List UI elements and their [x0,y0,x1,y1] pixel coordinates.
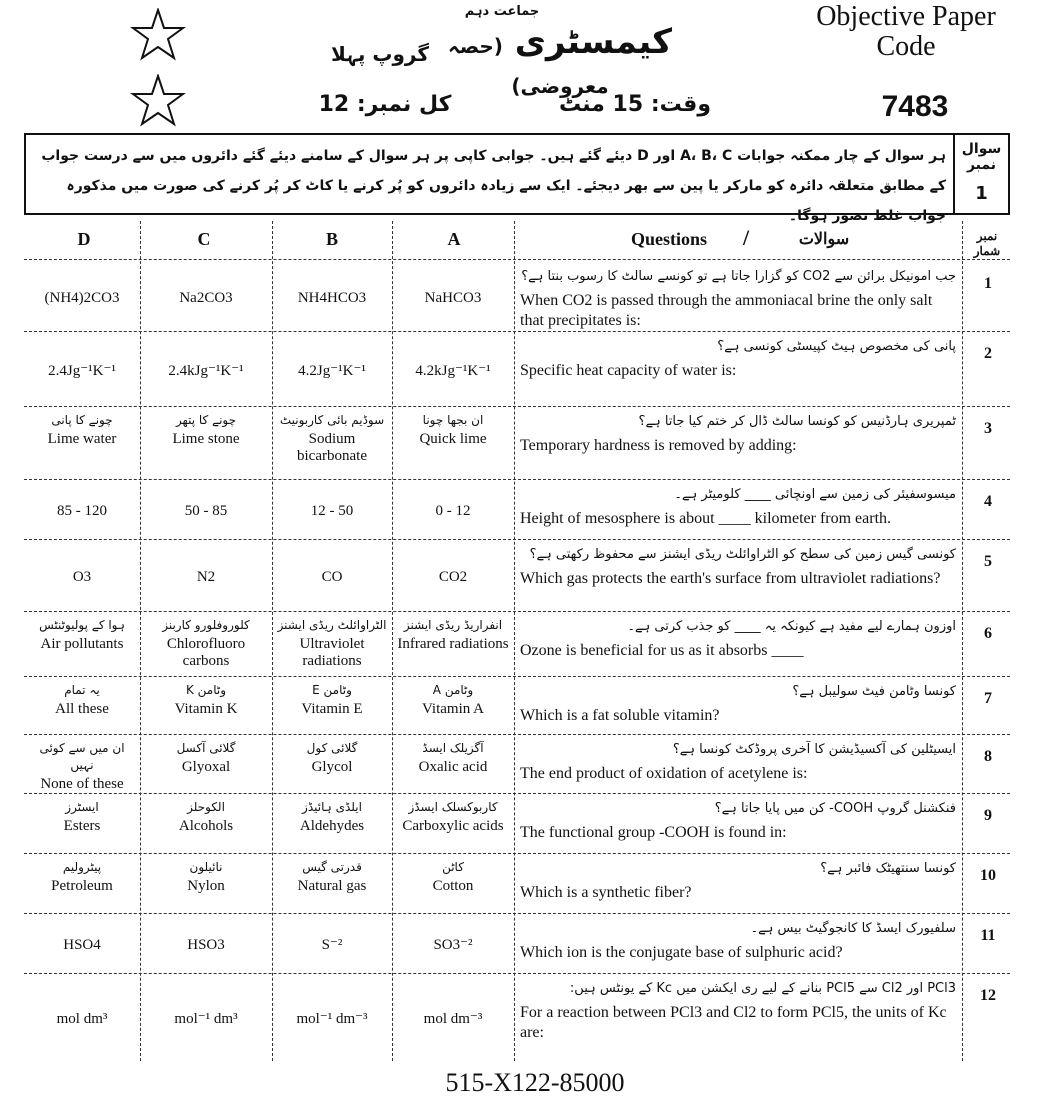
question-number: 2 [984,345,992,362]
option-c-urdu: وٹامن K [185,683,227,697]
question-text-english: Height of mesosphere is about ____ kilometer from earth. [520,510,892,527]
option-b [276,363,388,380]
column-header-b: B [325,229,338,249]
question-text-urdu: کونسا سنتھیٹک فائبر ہے؟ [820,861,956,876]
option-a-urdu: کاربوکسلک ایسڈز [408,800,498,814]
option-a [396,617,510,653]
footer-code: 515-X122-85000 [445,1068,625,1097]
option-a [396,937,510,954]
option-c-urdu: گلائی آکسل [176,741,236,755]
question-text-english: Which gas protects the earth's surface from ultraviolet radiations? [520,570,941,587]
column-divider [962,221,963,1061]
question-text [520,979,956,1043]
option-b-english: Aldehydes [299,818,365,834]
question-text-urdu: جب امونیکل برائن سے CO2 کو گزارا جاتا ہے تو کونسے سالٹ کا رسوب بنتا ہے؟ [521,269,956,284]
option-c [144,1011,268,1028]
option-c [144,569,268,586]
option-c-english: HSO3 [187,937,225,953]
option-c [144,799,268,835]
class-label: جماعت دہم [464,4,540,19]
option-a-urdu: کاٹن [442,860,464,874]
option-c-urdu: الکوحلز [187,800,225,814]
row-divider [24,479,1010,480]
option-b [276,617,388,670]
question-text-urdu: فنکشنل گروپ COOH- کن میں پایا جاتا ہے؟ [714,801,956,816]
question-text [520,740,956,784]
option-b-english: 12 - 50 [310,503,354,519]
row-divider [24,539,1010,540]
option-a [396,682,510,718]
option-b-english: mol⁻¹ dm⁻³ [296,1011,368,1027]
option-b-english: 4.2Jg⁻¹K⁻¹ [298,362,366,379]
option-b [276,799,388,835]
question-text-english: Specific heat capacity of water is: [520,362,737,379]
question-number: 1 [984,275,992,292]
row-divider [24,406,1010,407]
option-c [144,740,268,776]
question-text-english: When CO2 is passed through the ammoniacal brine the only salt that precipitates is: [520,292,933,329]
option-d [28,617,136,653]
option-b-urdu: گلائی کول [306,741,358,755]
option-b-urdu: الٹراوائلٹ ریڈی ایشنز [277,618,387,632]
question-number: 6 [984,625,992,642]
questions-table [24,221,1010,1061]
question-text-urdu: پانی کی مخصوص ہیٹ کپیسٹی کونسی ہے؟ [717,339,956,354]
column-divider [140,221,141,1061]
option-d-english: 2.4Jg⁻¹K⁻¹ [48,362,116,379]
option-a-english: 4.2kJg⁻¹K⁻¹ [415,362,491,379]
option-c [144,363,268,380]
question-number-label: سوال نمبر [961,141,1002,173]
option-c [144,290,268,307]
question-number-box [953,135,1008,213]
column-header-a: A [447,229,461,249]
option-b-english: NH4HCO3 [297,290,367,306]
row-divider [24,331,1010,332]
question-text [520,799,956,843]
option-d [28,682,136,718]
option-d-english: 85 - 120 [57,503,107,519]
paper-code-number: 7483 [881,90,949,123]
question-text-urdu: سلفیورک ایسڈ کا کانجوگیٹ بیس ہے۔ [750,921,956,936]
option-b [276,290,388,307]
option-c [144,617,268,670]
option-c-urdu: نائیلون [189,860,223,874]
option-a-urdu: آگزیلک ایسڈ [422,741,484,755]
option-d-urdu: یہ تمام [64,683,100,697]
option-a [396,859,510,895]
option-d [28,412,136,448]
option-b-english: S⁻² [321,937,343,953]
question-number: 9 [984,807,992,824]
question-text [520,337,956,381]
option-a-urdu: ان بجھا چونا [422,413,484,427]
option-d [28,937,136,954]
option-a [396,1011,510,1028]
option-d [28,859,136,895]
instructions-text: ہر سوال کے چار ممکنہ جوابات A، B، C اور D دیئے گئے ہیں۔ جوابی کاپی پر ہر سوال کے سامنے دیئے گئے دائروں میں سے درست جواب کے مطابق متعلقہ دائرہ کو مارکر یا پین سے بھر دیجئے۔ ایک سے زیادہ دائروں کو پُر کرنے یا کاٹ کر پُر کرنے کی صورت میں مذکورہ جواب غلط تصور ہوگا۔ [41,148,946,224]
option-b [276,569,388,586]
question-text [520,682,956,726]
group-label: گروپ پہلا [331,42,429,66]
option-b [276,937,388,954]
question-text-english: Which ion is the conjugate base of sulphuric acid? [520,944,843,961]
option-a-urdu: انفراریڈ ریڈی ایشنز [403,618,503,632]
option-d-urdu: ایسٹرز [65,800,99,814]
question-number: 10 [980,867,996,884]
option-c-english: Nylon [187,878,225,894]
row-divider [24,853,1010,854]
option-d [28,503,136,520]
option-a-english: 0 - 12 [435,503,471,519]
option-c-english: Na2CO3 [179,290,233,306]
option-c [144,412,268,448]
option-a-english: SO3⁻² [433,937,473,953]
column-header-questions: Questions [630,229,708,249]
question-text-urdu: میسوسفیئر کی زمین سے اونچائی ____ کلومیٹر ہے۔ [674,487,956,502]
question-text-english: The end product of oxidation of acetylene is: [520,765,808,782]
star-icon-bottom [130,74,186,128]
option-b-urdu: ایلڈی ہائیڈز [302,800,362,814]
question-number-value: 1 [975,183,988,204]
option-a-english: Carboxylic acids [402,818,504,834]
question-number: 8 [984,748,992,765]
question-number: 3 [984,420,992,437]
option-a [396,799,510,835]
question-text-urdu: ایسیٹلین کی آکسیڈیشن کا آخری پروڈکٹ کونسا ہے؟ [672,742,956,757]
option-c-english: Lime stone [172,431,240,447]
row-divider [24,793,1010,794]
option-d-english: (NH4)2CO3 [44,290,120,306]
option-d [28,1011,136,1028]
option-b [276,412,388,465]
option-b-urdu: قدرتی گیس [302,860,362,874]
option-a [396,290,510,307]
option-d-english: Lime water [47,431,117,447]
option-a-english: Oxalic acid [418,759,488,775]
question-text-english: The functional group -COOH is found in: [520,824,787,841]
code-title-line-2: Code [876,31,936,62]
question-text-english: Which is a synthetic fiber? [520,884,692,901]
question-text [520,267,956,331]
option-b [276,503,388,520]
question-text-english: For a reaction between PCl3 and Cl2 to form PCl5, the units of Kc are: [520,1004,947,1041]
option-b [276,1011,388,1028]
option-c-english: Vitamin K [174,701,238,717]
option-a [396,503,510,520]
option-a-english: Cotton [432,878,474,894]
question-text [520,919,956,963]
option-c-urdu: کلوروفلورو کاربنز [162,618,250,632]
option-c-english: Glyoxal [181,759,231,775]
row-divider [24,973,1010,974]
option-d-urdu: ان میں سے کوئی نہیں [39,741,125,772]
subject-title [435,22,685,102]
option-a [396,740,510,776]
option-a-english: Vitamin A [421,701,484,717]
header-divider [24,259,1010,260]
subject-name: کیمسٹری [514,22,673,62]
question-text [520,485,956,529]
question-text [520,617,956,661]
option-a-english: NaHCO3 [424,290,482,306]
question-text-english: Ozone is beneficial for us as it absorbs ____ [520,642,804,659]
question-number: 5 [984,553,992,570]
question-text-english: Which is a fat soluble vitamin? [520,707,720,724]
option-c-urdu: چونے کا پتھر [175,413,237,427]
option-d-english: O3 [72,569,92,585]
option-c [144,682,268,718]
option-c [144,503,268,520]
row-divider [24,676,1010,677]
option-d [28,740,136,793]
paper-code-heading [786,2,1026,62]
option-b-english: Vitamin E [301,701,363,717]
question-number: 12 [980,987,996,1004]
star-icon-top [130,8,186,62]
total-marks-label: کل نمبر: 12 [318,92,452,117]
question-text-urdu: ٹمپریری ہارڈنیس کو کونسا سالٹ ڈال کر ختم کیا جاتا ہے؟ [638,414,956,429]
column-divider [514,221,515,1061]
row-divider [24,913,1010,914]
option-a-english: Quick lime [419,431,487,447]
option-b [276,740,388,776]
question-text-urdu: کونسا وٹامن فیٹ سولیبل ہے؟ [792,684,956,699]
option-c-english: Alcohols [178,818,234,834]
column-header-c: C [197,229,211,249]
option-d-english: Air pollutants [40,636,124,652]
code-title-line-1: Objective Paper [816,1,996,32]
option-a-english: CO2 [438,569,468,585]
option-c-english: Chlorofluoro carbons [166,636,246,669]
option-b-english: Glycol [311,759,353,775]
column-divider [392,221,393,1061]
option-a-english: Infrared radiations [397,636,509,652]
option-b-urdu: سوڈیم بائی کاربونیٹ [279,413,385,427]
row-divider [24,734,1010,735]
question-number: 4 [984,493,992,510]
option-d-english: HSO4 [63,937,101,953]
instructions-box [24,133,1010,224]
question-text [520,412,956,456]
question-text-urdu: کونسی گیس زمین کی سطح کو الٹراوائلٹ ریڈی ایشنز سے محفوظ رکھتی ہے؟ [529,547,956,562]
option-b-english: CO [321,569,343,585]
option-b-english: Ultraviolet radiations [299,636,365,669]
option-d [28,290,136,307]
option-a [396,412,510,448]
column-header-number: نمبر شمار [973,229,1001,258]
option-a [396,569,510,586]
option-b-urdu: وٹامن E [312,683,352,697]
row-divider [24,611,1010,612]
option-d-english: None of these [40,776,124,792]
question-number: 7 [984,690,992,707]
option-d-urdu: چونے کا پانی [51,413,113,427]
question-number: 11 [980,927,996,944]
question-text-english: Temporary hardness is removed by adding: [520,437,797,454]
option-b [276,859,388,895]
option-d-english: mol dm³ [56,1011,108,1027]
question-text-urdu: اوزون ہمارے لیے مفید ہے کیونکہ یہ ____ کو جذب کرتی ہے۔ [627,619,956,634]
option-d [28,799,136,835]
time-label: وقت: 15 منٹ [558,92,711,117]
option-d-english: All these [55,701,109,717]
option-b-english: Sodium bicarbonate [297,431,367,464]
question-text [520,545,956,589]
option-c-english: N2 [196,569,216,585]
column-header-slash: / [742,225,750,250]
option-c [144,859,268,895]
option-c [144,937,268,954]
option-c-english: 50 - 85 [184,503,228,519]
subject-section: (حصہ معروضی) [447,34,609,98]
column-divider [272,221,273,1061]
option-a [396,363,510,380]
option-d-english: Petroleum [51,878,113,894]
column-header-d: D [77,229,91,249]
option-d-english: Esters [63,818,101,834]
option-a-urdu: وٹامن A [432,683,474,697]
column-header-questions-urdu: سوالات [798,231,850,248]
option-d-urdu: ہوا کے پولیوٹنٹس [39,618,125,632]
option-a-english: mol dm⁻³ [423,1011,483,1027]
option-c-english: 2.4kJg⁻¹K⁻¹ [168,362,244,379]
option-d [28,363,136,380]
option-b [276,682,388,718]
option-b-english: Natural gas [297,878,367,894]
option-d-urdu: پیٹرولیم [62,860,102,874]
question-text [520,859,956,903]
option-d [28,569,136,586]
option-c-english: mol⁻¹ dm³ [174,1011,238,1027]
question-text-urdu: PCl3 اور Cl2 سے PCl5 بنانے کے لیے ری ایکشن میں Kc کے یونٹس ہیں: [569,981,956,996]
